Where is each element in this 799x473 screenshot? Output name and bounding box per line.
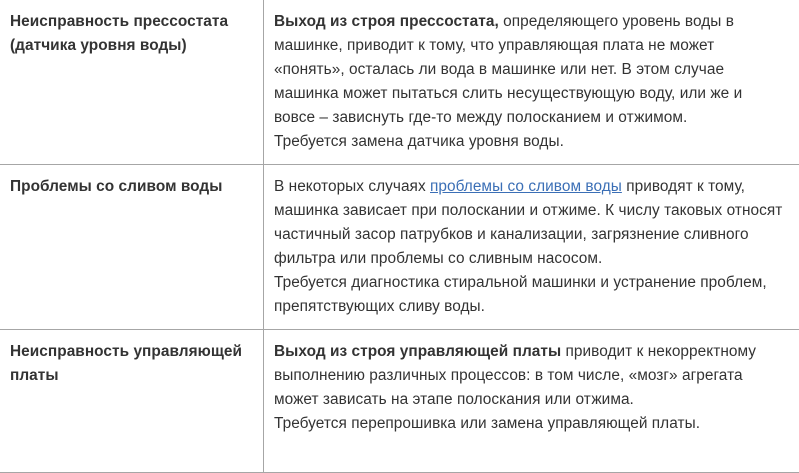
fault-title: Проблемы со сливом воды [10, 178, 222, 195]
fault-cell [1, 330, 264, 473]
description-cell [264, 0, 799, 165]
fix-text: Требуется перепрошивка или замена управляющей платы. [274, 415, 700, 432]
description-text: В некоторых случаях [274, 178, 430, 195]
table-row [1, 165, 799, 330]
table-row [1, 330, 799, 473]
description-lead: Выход из строя прессостата, [274, 13, 499, 30]
fix-text: Требуется диагностика стиральной машинки и устранение проблем, препятствующих сливу воды. [274, 274, 767, 315]
fault-title: Неисправность прессостата (датчика уровня воды) [10, 13, 228, 54]
fault-cell [1, 165, 264, 330]
table-row [1, 0, 799, 165]
description-text: приводит к некорректному выполнению различных процессов: в том числе, «мозг» агрегата может зависать на этапе полоскания или отжима. [274, 343, 756, 408]
description-text: определяющего уровень воды в машинке, приводит к тому, что управляющая плата не может «понять», осталась ли вода в машинке или нет. В этом случае машинка может пытаться слить несуществующую воду, или же и вовсе – зависнуть где-то между полосканием и отжимом. [274, 13, 742, 126]
fix-text: Требуется замена датчика уровня воды. [274, 133, 564, 150]
description-cell [264, 330, 799, 473]
description-cell [264, 165, 799, 330]
description-lead: Выход из строя управляющей платы [274, 343, 561, 360]
description-text: приводят к тому, машинка зависает при полоскании и отжиме. К числу таковых относят частичный засор патрубков и канализации, загрязнение сливного фильтра или проблемы со сливным насосом. [274, 178, 782, 267]
fault-title: Неисправность управляющей платы [10, 343, 242, 384]
fault-cell [1, 0, 264, 165]
drain-problems-link[interactable]: проблемы со сливом воды [430, 178, 622, 195]
